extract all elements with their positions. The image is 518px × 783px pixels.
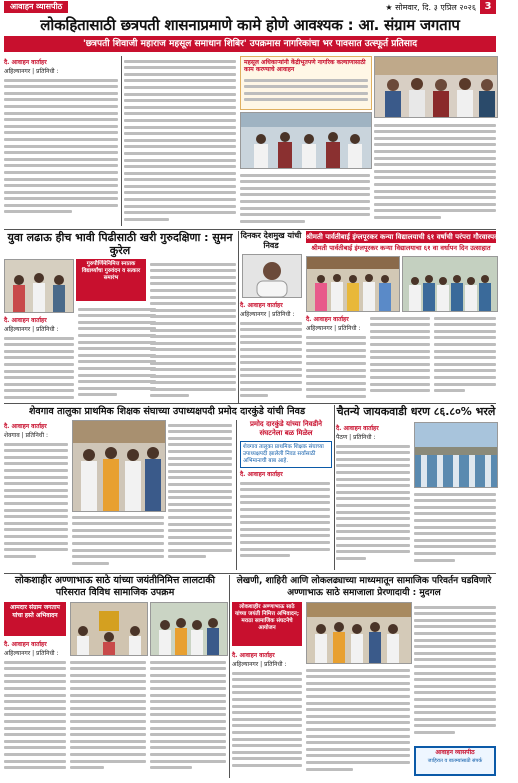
dam-photo	[414, 422, 498, 488]
feature-box	[240, 56, 372, 110]
feature-text	[244, 75, 368, 107]
story9-highlight: लोकशाहीर अण्णाभाऊ साठे यांच्या जयंती निमित्त अभिवादन; मराठा सामाजिक संघटनेचे आयोजन	[232, 602, 302, 646]
story4-subheadline: श्रीमती पार्वतीबाई इंग्लपूरकर कन्या विद्यालयाचा ६१ वा वर्धापन दिन उत्साहात	[311, 244, 491, 252]
dateline: अहिल्यानगर | प्रतिनिधी :	[232, 661, 287, 668]
story4-column-1	[306, 313, 366, 400]
article-text	[306, 669, 410, 782]
article-text	[434, 317, 496, 404]
story9-headline: लेखणी, शाहिरी आणि लोकलढ्याच्या माध्यमातून सामाजिक परिवर्तन घडविणारे अण्णाभाऊ साठे समाजाला प्रेरणादायी : मुदगल	[236, 576, 492, 598]
lead-subheadline: 'छत्रपती शिवाजी महाराज महसूल समाधान शिबिर' उपक्रमास नागरिकांचा भर पावसात उत्स्फूर्त प्रतिसाद	[4, 36, 496, 52]
article-text	[4, 661, 66, 783]
article-text	[306, 336, 366, 406]
issue-date: ★ सोमवार, दि. ३ एप्रिल २०२६	[385, 2, 476, 12]
byline: दै. आवाहन वार्ताहर	[240, 302, 283, 309]
article-text	[374, 124, 496, 230]
story8-headline: लोकशाहीर अण्णाभाऊ साठे यांच्या जयंतीनिमित्त लालटाकी परिसरात विविध सामाजिक उपक्रम	[14, 575, 216, 598]
lead-headline: लोकहितासाठी छत्रपती शासनाप्रमाणे कामे होणे आवश्यक : आ. संग्राम जगताप	[40, 16, 460, 34]
ad-subtitle: जाहिरात व बातम्यांसाठी संपर्क	[427, 758, 483, 764]
school-event-photo	[306, 256, 400, 312]
story9-column-1	[232, 649, 302, 778]
dateline: अहिल्यानगर | प्रतिनिधी :	[4, 68, 59, 75]
story6	[236, 420, 332, 570]
story8-photo-2	[150, 602, 228, 656]
page-header	[0, 0, 500, 14]
article-text	[4, 79, 118, 229]
dateline: अहिल्यानगर | प्रतिनिधी :	[240, 311, 295, 318]
article-text	[4, 443, 68, 575]
masthead: आवाहन व्यासपीठ	[4, 1, 68, 13]
story9-photo	[306, 602, 412, 664]
advertisement-box[interactable]	[414, 746, 496, 776]
school-students-photo	[402, 256, 498, 312]
ad-title: आवाहन व्यासपीठ	[435, 749, 475, 756]
article-text	[150, 263, 236, 404]
story3-column	[240, 299, 302, 400]
story9-column-2	[306, 665, 410, 778]
story3-headline: दिनकर देशमुख यांची निवड	[240, 231, 302, 250]
story5-column-2	[72, 512, 164, 570]
article-text	[70, 661, 146, 782]
article-text	[240, 174, 370, 230]
dateline: शेवगाव | प्रतिनिधी :	[4, 432, 48, 439]
story6-quote: शेवगाव तालुका प्राथमिक शिक्षक संघाच्या उपाध्यक्षपदी झालेली निवड सर्वांसाठी अभिमानाची बाब आहे.	[240, 441, 332, 468]
story8-highlight: आमदार संग्राम जगताप यांचा हस्ते अभिवादन	[4, 602, 66, 636]
article-text	[414, 606, 496, 746]
story7-column-2	[414, 489, 496, 570]
story2-photo	[4, 259, 74, 313]
story2-column-2	[78, 304, 156, 400]
story2-column-3	[150, 259, 236, 400]
story5-column-3	[168, 420, 232, 570]
dateline: पैठण | प्रतिनिधी :	[336, 434, 376, 441]
article-text	[336, 445, 410, 575]
article-text	[232, 672, 302, 783]
lead-column-1	[4, 56, 118, 226]
article-text	[414, 493, 496, 574]
byline: दै. आवाहन वार्ताहर	[306, 316, 349, 323]
story2-highlight: गुरुपौर्णिमेनिमित्त स्नातक विद्यार्थ्यांचा गुरुवंदन व सत्कार समारंभ	[76, 259, 146, 301]
lead-column-2	[124, 56, 236, 226]
article-text	[168, 424, 232, 574]
story4-column-2	[370, 313, 430, 400]
story6-headline: प्रमोद दारकुंडे यांच्या निवडीने संघटनेला बळ मिळेल	[249, 420, 323, 437]
story4-column-3	[434, 313, 496, 400]
story5-headline: शेवगाव तालुका प्राथमिक शिक्षक संघाच्या उपाध्यक्षपदी प्रमोद दारकुंडे यांची निवड	[28, 406, 306, 417]
story7-column-1	[336, 422, 410, 570]
byline: दै. आवाहन वार्ताहर	[4, 59, 47, 66]
story8-photo	[70, 602, 148, 656]
article-text	[78, 308, 156, 404]
byline: दै. आवाहन वार्ताहर	[4, 641, 47, 648]
lead-column-4	[374, 120, 496, 226]
article-text	[4, 337, 74, 407]
story2-column-1	[4, 314, 74, 400]
article-text	[240, 322, 302, 406]
article-text	[240, 482, 330, 568]
story5-column-1	[4, 420, 68, 570]
lead-photo	[374, 56, 498, 118]
byline: दै. आवाहन वार्ताहर	[336, 425, 379, 432]
byline: दै. आवाहन वार्ताहर	[4, 423, 47, 430]
dateline: अहिल्यानगर | प्रतिनिधी :	[306, 325, 361, 332]
dateline: अहिल्यानगर | प्रतिनिधी :	[4, 650, 59, 657]
article-text	[150, 661, 226, 782]
lead-column-3	[240, 170, 370, 226]
dateline: अहिल्यानगर | प्रतिनिधी :	[4, 326, 59, 333]
byline: दै. आवाहन वार्ताहर	[4, 317, 47, 324]
page-number: 3	[480, 0, 496, 14]
story9-column-3	[414, 602, 496, 742]
story2-headline: युवा लढाऊ हीच भावी पिढीसाठी खरी गुरुदक्षिणा : सुमन कुरेल	[7, 231, 233, 257]
feature-title: महसूल अधिकाऱ्यांनी केंद्रीभूतपणे नागरिक कल्याणासाठी काम करण्याचे आवाहन	[244, 59, 366, 73]
article-text	[370, 317, 430, 404]
byline: दै. आवाहन वार्ताहर	[240, 471, 283, 478]
portrait-photo	[242, 254, 302, 298]
story4-headline: श्रीमती पार्वतीबाई इंग्लपूरकर कन्या विद्यालयाची ६१ वर्षाची परंपरा गौरवास्पद : रावते	[306, 233, 518, 241]
event-photo	[240, 112, 372, 169]
story8-column-2	[70, 657, 146, 778]
article-text	[72, 516, 164, 574]
story8-column-1	[4, 638, 66, 778]
article-text	[124, 60, 236, 230]
byline: दै. आवाहन वार्ताहर	[232, 652, 275, 659]
story5-photo	[72, 420, 166, 512]
story7-headline: चैतन्ये जायकवाडी धरण ८६.८०% भरले	[336, 405, 496, 418]
story8-column-3	[150, 657, 226, 778]
